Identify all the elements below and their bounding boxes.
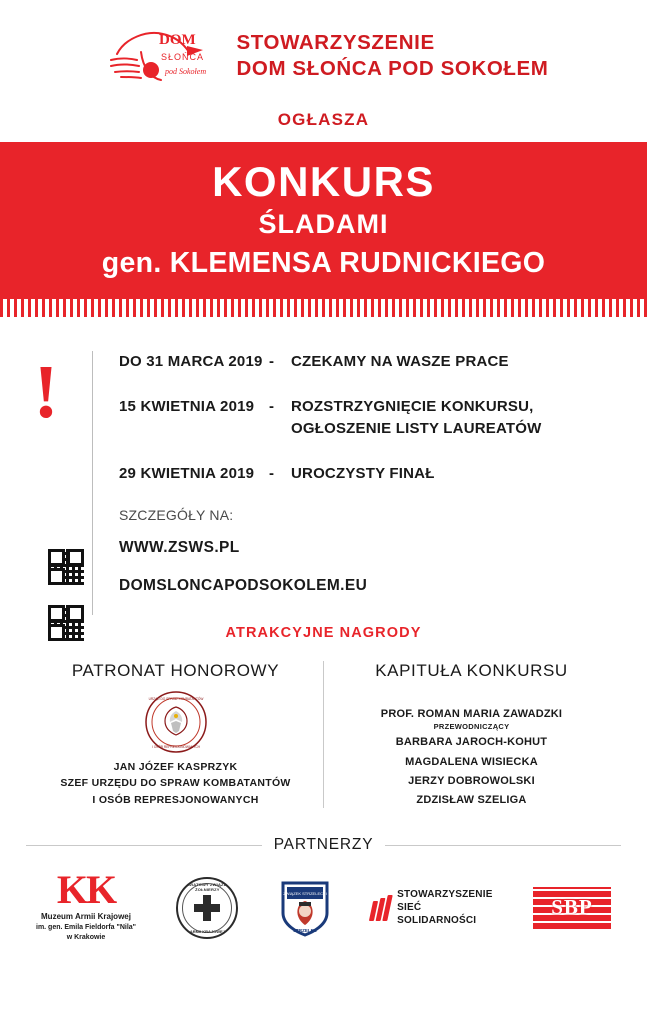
dom-slonca-logo-icon bbox=[99, 22, 227, 90]
website-link-zsws[interactable]: WWW.ZSWS.PL bbox=[119, 539, 240, 557]
schedule-row bbox=[119, 351, 647, 374]
details-label: SZCZEGÓŁY NA: bbox=[119, 507, 234, 524]
jury-title: KAPITUŁA KONKURSU bbox=[375, 661, 568, 681]
partner-zwiazek-strzelecki bbox=[279, 879, 331, 937]
partner-swiatowy-zwiazek-zolnierzy-ak bbox=[176, 877, 238, 939]
partners-header bbox=[26, 836, 621, 854]
schedule-description-line: OGŁOSZENIE LISTY LAUREATÓW bbox=[291, 420, 542, 438]
announce-label: OGŁASZA bbox=[277, 110, 370, 129]
schedule-dash: - bbox=[269, 464, 274, 482]
jury-member: MAGDALENA WISIECKA bbox=[405, 755, 538, 768]
prizes-label: ATRAKCYJNE NAGRODY bbox=[225, 625, 422, 642]
svg-text:DOM: DOM bbox=[158, 32, 196, 48]
schedule-row bbox=[119, 396, 647, 441]
svg-text:SŁOŃCA: SŁOŃCA bbox=[160, 52, 204, 62]
siec-solidarnosci-line-1: STOWARZYSZENIE bbox=[397, 889, 493, 901]
jury-member: JERZY DOBROWOLSKI bbox=[408, 774, 535, 787]
svg-text:I OSÓB REPRESJONOWANYCH: I OSÓB REPRESJONOWANYCH bbox=[151, 745, 200, 750]
organization-line-1: STOWARZYSZENIE bbox=[236, 30, 435, 54]
svg-text:STRZELEC: STRZELEC bbox=[292, 927, 317, 933]
schedule-description bbox=[291, 396, 541, 441]
schedule-date: DO 31 MARCA 2019 bbox=[119, 353, 263, 371]
schedule-description-line: ROZSTRZYGNIĘCIE KONKURSU, bbox=[291, 397, 534, 415]
zwiazek-strzelecki-shield-icon bbox=[279, 879, 331, 937]
patronage-title: PATRONAT HONOROWY bbox=[71, 661, 280, 681]
partner-muzeum-armii-krajowej bbox=[36, 867, 136, 943]
banner-title: KONKURS bbox=[212, 158, 435, 205]
schedule-description bbox=[291, 463, 435, 486]
partner-siec-solidarnosci bbox=[371, 888, 492, 927]
qr-code-domsloncapodsokolem-icon[interactable] bbox=[48, 605, 84, 641]
qr-code-zsws-icon[interactable] bbox=[48, 549, 84, 585]
schedule-description bbox=[291, 351, 509, 374]
exclamation-icon: ! bbox=[33, 350, 59, 435]
siec-solidarnosci-line-3: SOLIDARNOŚCI bbox=[397, 915, 477, 927]
svg-text:ZWIĄZEK STRZELECKI: ZWIĄZEK STRZELECKI bbox=[283, 890, 327, 896]
contest-banner bbox=[0, 142, 647, 299]
website-row-zsws[interactable] bbox=[119, 539, 647, 557]
muzeum-ak-mark: KK bbox=[56, 867, 116, 913]
jury-column bbox=[324, 661, 619, 810]
seal-caption-top: ŚWIATOWY ZWIĄZEK ŻOŁNIERZY bbox=[185, 881, 230, 892]
svg-text:URZĄD DO SPRAW KOMBATANTÓW: URZĄD DO SPRAW KOMBATANTÓW bbox=[148, 697, 203, 702]
website-row-domsloncapodsokolem[interactable] bbox=[119, 577, 647, 595]
schedule-row bbox=[119, 463, 647, 486]
partners-title: PARTNERZY bbox=[273, 836, 374, 854]
patronage-section bbox=[0, 661, 647, 810]
siec-solidarnosci-bars-icon bbox=[371, 895, 391, 921]
patron-role-line-2: I OSÓB REPRESJONOWANYCH bbox=[92, 793, 259, 806]
website-link-domsloncapodsokolem[interactable]: DOMSLONCAPODSOKOLEM.EU bbox=[119, 577, 368, 595]
seal-caption-bottom: ARMII KRAJOWEJ bbox=[189, 928, 225, 934]
organization-name bbox=[237, 30, 549, 82]
muzeum-ak-logo-icon bbox=[36, 867, 136, 913]
partner-sbp bbox=[533, 887, 611, 929]
muzeum-ak-caption bbox=[36, 911, 136, 943]
banner-fringe-decoration bbox=[0, 299, 647, 317]
jury-chair: PROF. ROMAN MARIA ZAWADZKI bbox=[380, 708, 563, 721]
banner-subtitle: ŚLADAMI bbox=[258, 209, 389, 240]
schedule-date: 15 KWIETNIA 2019 bbox=[119, 397, 255, 415]
schedule-section bbox=[0, 317, 647, 615]
schedule-description-line: UROCZYSTY FINAŁ bbox=[291, 464, 435, 482]
schedule-description-line: CZEKAMY NA WASZE PRACE bbox=[291, 353, 509, 371]
schedule-dash: - bbox=[269, 397, 274, 415]
partners-logos bbox=[0, 862, 647, 943]
jury-member: BARBARA JAROCH-KOHUT bbox=[395, 736, 548, 749]
organization-line-2: DOM SŁOŃCA POD SOKOŁEM bbox=[236, 57, 549, 80]
svg-text:pod Sokołem: pod Sokołem bbox=[164, 67, 206, 76]
siec-solidarnosci-caption bbox=[397, 888, 492, 927]
sbp-mark: SBP bbox=[551, 895, 593, 920]
jury-chair-role: PRZEWODNICZĄCY bbox=[433, 722, 510, 732]
schedule-date: 29 KWIETNIA 2019 bbox=[119, 464, 255, 482]
siec-solidarnosci-line-2: SIEĆ bbox=[397, 902, 422, 914]
polish-eagle-emblem-icon bbox=[145, 691, 207, 753]
schedule-list bbox=[92, 351, 647, 615]
patronage-column bbox=[28, 661, 324, 808]
sbp-logo-icon bbox=[533, 887, 611, 929]
partners-divider-left bbox=[26, 845, 262, 846]
jury-member: ZDZISŁAW SZELIGA bbox=[416, 794, 527, 807]
patron-role-line-1: SZEF URZĘDU DO SPRAW KOMBATANTÓW bbox=[60, 777, 291, 790]
partners-divider-right bbox=[385, 845, 621, 846]
banner-person: gen. KLEMENSA RUDNICKIEGO bbox=[101, 246, 546, 279]
patron-name: JAN JÓZEF KASPRZYK bbox=[113, 761, 238, 774]
muzeum-ak-line-1: Muzeum Armii Krajowej bbox=[41, 912, 131, 922]
schedule-dash: - bbox=[269, 353, 274, 371]
zwiazek-zolnierzy-ak-seal-icon bbox=[176, 877, 238, 939]
muzeum-ak-line-3: w Krakowie bbox=[66, 934, 106, 942]
poster-header bbox=[0, 0, 647, 96]
muzeum-ak-line-2: im. gen. Emila Fieldorfa "Nila" bbox=[36, 923, 136, 931]
